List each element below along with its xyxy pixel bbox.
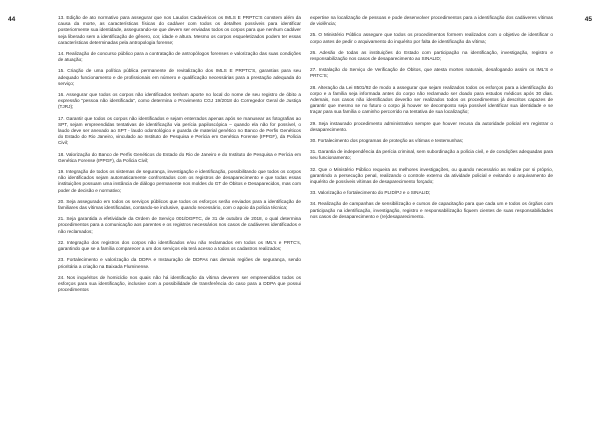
paragraph: 26. Adesão de todas as instituições do Estado com participação na identificação, investigação, registro e responsabilização nos casos de desaparecimento ao SINALID; — [310, 49, 553, 62]
right-page-column — [310, 15, 553, 225]
paragraph: 19. Integração de todos os sistemas de segurança, investigação e identificação, possibilitando que todos os corpos não identificados sejam automaticamente confrontados com os registros de desaparecimento e que todas essas instituições possuam uma instância de diálogo permanente nos moldes do GT de Óbitos e Desaparecidos, mas com poder de decisão e normativo; — [58, 169, 301, 193]
paragraph: 21. Seja garantida a efetividade da Ordem de Serviço 001/DGPTC, de 31 de outubro de 2018, o qual determina procedimentos para a comunicação aos parentes e os registros necessários nos casos de cadáveres identificados e não reclamados; — [58, 216, 301, 234]
paragraph: 15. Criação de uma política pública permanente de revitalização dos IMLS E PRPTC'S, garantias para seu adequado funcionamento e de profissionais em número e qualificação necessárias para a prestação adequada do serviço; — [58, 68, 301, 86]
page-number-right: 45 — [584, 16, 592, 23]
left-page-column — [58, 15, 301, 298]
paragraph: 33. Valorização e fortalecimento do PLID/PJ e o SINALID; — [310, 190, 431, 196]
paragraph: 30. Fortalecimento dos programas de proteção as vítimas e testemunhas; — [310, 138, 464, 144]
paragraph: 27. Instalação do Serviço de Verificação de Óbitos, que atesta mortes naturais, desafogando assim os IML'S e PRTC'S; — [310, 67, 553, 79]
paragraph: 34. Realização de campanhas de sensibilização e cursos de capacitação para que cada um e todos os órgãos com participação na identificação, investigação, registro e responsabilização fiquem cientes de suas responsabilidades nos casos de desaparecimento e (re)desaparecimento. — [310, 201, 553, 219]
paragraph: 17. Garantir que todos os corpos não identificados e sejam enterrados apenas após se manusear as fotografias ao SPT, sejam empreendidas tentativas de identificação via perícia papiloscópica – quando ela não for possível, o laudo deve ser anexado ao SPT - laudo odontológico e guarda de material genético no Banco de Perfis Genéticos do Estado do Rio Janeiro, vinculado ao Instituto de Pesquisa e Perícia em Genética Forense (IPPGF), da Polícia Civil; — [58, 115, 301, 146]
paragraph: 22. Integração dos registros dos corpos não identificados e/ou não reclamados em todos os IML's e PRTC's, garantindo que se a família comparecer a um dos serviços ela terá acesso a todos os cadastros realizados; — [58, 239, 301, 252]
paragraph: 32. Que o Ministério Público requeira as melhores investigações, ou quando necessário as realize por si próprio, garantindo a persecução penal, realizando o controle externo da atividade policial e evitando o arquivamento de inquérito de possíveis vítimas de desaparecimento forçado; — [310, 166, 553, 185]
paragraph: 18. Valorização do Banco de Perfis Genéticos do Estado do Rio de Janeiro e do Instituto de Pesquisa e Perícia em Genética Forense (IPPGF), da Polícia Civil; — [58, 151, 301, 163]
paragraph: 16. Assegurar que todos os corpos não identificados tenham aporte no local do nome de seu registro de óbito a expressão "pessoa não identificada", como determina o Provimento CGJ 19/2018 do Corregedor Geral de Justiça (TJRJ); — [58, 92, 301, 110]
paragraph: 29. Seja instaurado procedimento administrativo sempre que houver recusa da autoridade policial em registrar o desaparecimento. — [310, 120, 553, 132]
paragraph: 25. O Ministério Público assegure que todos os procedimentos formem realizados com o objetivo de identificar o corpo antes de pedir o arquivamento do inquérito por falta de identificação da vítima; — [310, 32, 553, 44]
page-number-left: 44 — [8, 16, 16, 23]
paragraph: 24. Nos inquéritos de homicídio nos quais não há identificação da vítima deverem ser empreendidos todos os esforços para sua identificação, inclusive com a possibilidade de transferência do caso para a DDPA que possui procedimentos — [58, 274, 301, 293]
paragraph: 23. Fortalecimento e valorização da DDPA e Instauração de DDPAs nas demais regiões de segurança, sendo prioritária a criação na Baixada Fluminense. — [58, 257, 301, 269]
paragraph: 14. Realização de concurso público para a contratação de antropólogos forenses e valorização das suas condições de atuação; — [58, 51, 301, 63]
paragraph: 28. Alteração da Lei 8501/92 de modo a assegurar que sejam realizados todos os esforços para a identificação do corpo e a família seja informada antes do corpo não reclamado ser doado para estudos médicos após 30 dias. Ademais, nos casos não identificados deverão ser realizados todos os procedimentos já descritos capazes de garantir que mesmo se no futuro o corpo já houver se decomposto seja possível identificar sua identidade e se traçar para sua família o caminho percorrido na tentativa de sua localização; — [310, 84, 553, 115]
paragraph: 20. Seja assegurado em todos os serviços públicos que todos os esforços serão enviados para a identificação de familiares das vítimas identificadas, contando-se inclusive, quando necessário, com o apoio da polícia técnica; — [58, 198, 301, 211]
paragraph: 13. Edição de ato normativo para assegurar que nos Laudos Cadavéricos os IMLS E PRPTC'S constem além da causa da morte, as características físicas do cadáver com todos os detalhes possíveis para identificar posteriormente sua identidade, assegurando-se que devem ser enviadas todos os corpos para que nenhum cadáver seja liberado sem a identificação de gênero, cor, idade e altura. Mesmo os corpos esqueletizados podem ter essas características determinadas pela antropologia forense; — [58, 15, 301, 45]
paragraph: 31. Garantia de independência da perícia criminal, sem subordinação a polícia civil, e de condições adequadas para seu funcionamento; — [310, 149, 553, 161]
paragraph: expertise na localização de pessoas e pode desenvolver procedimentos para a identificação dos cadáveres vítimas de violência; — [310, 15, 553, 27]
